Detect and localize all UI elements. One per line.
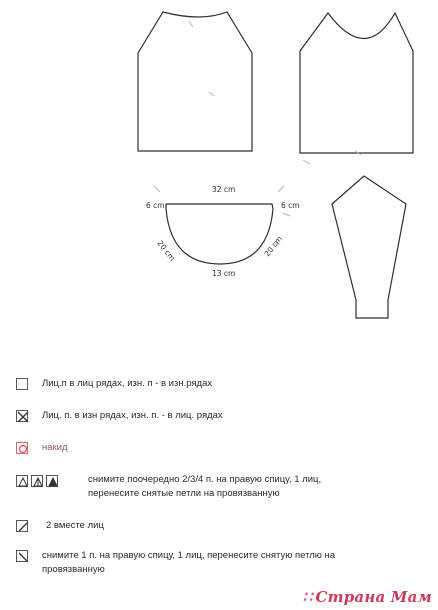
cross-square-icon [16,410,28,422]
yoke-piece-outline [166,204,273,264]
circle-square-icon [16,442,28,454]
legend-text: снимите 1 п. на правую спицу, 1 лиц, перенесите снятую петлю на провязванную [42,550,336,575]
legend-row-purl [12,410,422,426]
watermark-dots-icon: ∷ [302,588,313,606]
sleeve-piece-outline [332,176,406,318]
backslash-square-icon [16,550,28,562]
legend-row-ssk [12,550,422,580]
yoke-right-arc-label: 20 cm [262,234,284,259]
legend-text: снимите поочередно 2/3/4 п. на правую спицу, 1 лиц, перенесите снятые петли на провязванную [88,474,322,499]
yoke-right-side-label: 6 cm [281,201,300,210]
triangle-icons [16,474,61,492]
yoke-left-side-label: 6 cm [146,201,165,210]
back-piece-outline [138,12,252,151]
front-piece-outline [300,13,413,153]
watermark-text: Страна Мам [315,588,432,606]
legend-row-yarnover [12,442,422,458]
annotation-marks [154,21,361,276]
legend-text: Лиц.п в лиц рядах, изн. п - в изн.рядах [42,378,213,389]
yoke-width-label: 32 cm [212,185,236,194]
triangle-split-icon [31,475,43,487]
yoke-left-arc-label: 20 cm [155,238,177,263]
legend-row-decrease-group [12,474,422,516]
yoke-bottom-label: 13 cm [212,269,236,278]
triangle-outline-icon [16,475,28,487]
legend-text: накид [42,442,68,453]
site-watermark [303,588,432,606]
legend-row-knit [12,378,422,394]
legend-text: Лиц. п. в изн рядах, изн. п. - в лиц. рядах [42,410,223,421]
legend-row-k2tog [12,520,422,536]
empty-square-icon [16,378,28,390]
slash-square-icon [16,520,28,532]
legend-text: 2 вместе лиц [46,520,104,531]
triangle-filled-icon [46,475,58,487]
